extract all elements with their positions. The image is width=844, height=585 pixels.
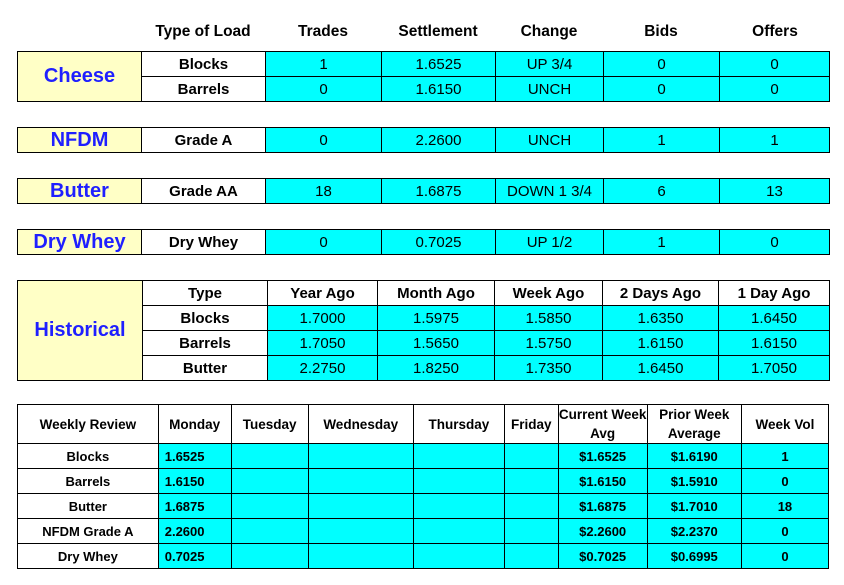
historical-title: Historical [18, 281, 143, 381]
historical-header-1-day-ago: 1 Day Ago [719, 281, 830, 306]
historical-cell: 1.7050 [268, 331, 378, 356]
dry-whey-trades: 0 [266, 230, 382, 255]
cheese-barrels-offers: 0 [720, 77, 830, 102]
weekly-cell-friday [504, 444, 558, 469]
weekly-cell-friday [504, 519, 558, 544]
weekly-row-label: Dry Whey [18, 544, 159, 569]
nfdm-change: UNCH [496, 128, 604, 153]
weekly-cell-prior-avg: $1.7010 [647, 494, 741, 519]
weekly-cell-friday [504, 469, 558, 494]
weekly-cell-monday: 2.2600 [158, 519, 231, 544]
weekly-cell-thursday [413, 519, 504, 544]
weekly-cell-monday: 1.6150 [158, 469, 231, 494]
weekly-cell-current-avg: $0.7025 [558, 544, 647, 569]
historical-row-label: Barrels [143, 331, 268, 356]
weekly-cell-current-avg: $1.6150 [558, 469, 647, 494]
dry-whey-change: UP 1/2 [496, 230, 604, 255]
weekly-cell-prior-avg: $1.5910 [647, 469, 741, 494]
nfdm-title: NFDM [18, 128, 142, 153]
weekly-cell-tuesday [231, 494, 308, 519]
cheese-barrels-change: UNCH [496, 77, 604, 102]
historical-cell: 1.8250 [378, 356, 495, 381]
weekly-header-friday: Friday [504, 405, 558, 444]
weekly-cell-prior-avg: $0.6995 [647, 544, 741, 569]
weekly-header-review: Weekly Review [18, 405, 159, 444]
historical-cell: 1.6450 [719, 306, 830, 331]
weekly-cell-tuesday [231, 519, 308, 544]
historical-cell: 1.5850 [495, 306, 603, 331]
nfdm-grade-label: Grade A [142, 128, 266, 153]
dry-whey-bids: 1 [604, 230, 720, 255]
historical-cell: 1.6350 [603, 306, 719, 331]
cheese-blocks-trades: 1 [266, 52, 382, 77]
historical-header-month-ago: Month Ago [378, 281, 495, 306]
weekly-cell-week-vol: 0 [741, 544, 828, 569]
cheese-barrels-trades: 0 [266, 77, 382, 102]
weekly-cell-thursday [413, 469, 504, 494]
weekly-header-monday: Monday [158, 405, 231, 444]
header-offers: Offers [752, 23, 798, 40]
weekly-header-prior-avg: Prior Week Average [647, 405, 741, 444]
dry-whey-title: Dry Whey [18, 230, 142, 255]
weekly-cell-week-vol: 1 [741, 444, 828, 469]
weekly-cell-tuesday [231, 544, 308, 569]
historical-row-label: Butter [143, 356, 268, 381]
weekly-cell-thursday [413, 444, 504, 469]
dry-whey-table [17, 229, 830, 255]
butter-settlement: 1.6875 [382, 179, 496, 204]
historical-cell: 1.7350 [495, 356, 603, 381]
weekly-cell-tuesday [231, 469, 308, 494]
historical-row-label: Blocks [143, 306, 268, 331]
header-type-of-load: Type of Load [155, 23, 251, 40]
weekly-cell-prior-avg: $2.2370 [647, 519, 741, 544]
weekly-cell-current-avg: $2.2600 [558, 519, 647, 544]
cheese-blocks-settlement: 1.6525 [382, 52, 496, 77]
weekly-cell-monday: 0.7025 [158, 544, 231, 569]
historical-cell: 1.5975 [378, 306, 495, 331]
cheese-barrels-bids: 0 [604, 77, 720, 102]
dry-whey-offers: 0 [720, 230, 830, 255]
butter-title: Butter [18, 179, 142, 204]
butter-bids: 6 [604, 179, 720, 204]
nfdm-bids: 1 [604, 128, 720, 153]
weekly-cell-current-avg: $1.6525 [558, 444, 647, 469]
butter-offers: 13 [720, 179, 830, 204]
weekly-cell-wednesday [308, 544, 413, 569]
weekly-cell-prior-avg: $1.6190 [647, 444, 741, 469]
weekly-row-label: Blocks [18, 444, 159, 469]
weekly-cell-thursday [413, 494, 504, 519]
cheese-barrels-settlement: 1.6150 [382, 77, 496, 102]
weekly-header-current-avg: Current Week Avg [558, 405, 647, 444]
cheese-blocks-offers: 0 [720, 52, 830, 77]
header-bids: Bids [644, 23, 678, 40]
weekly-cell-week-vol: 18 [741, 494, 828, 519]
cheese-blocks-change: UP 3/4 [496, 52, 604, 77]
historical-header-week-ago: Week Ago [495, 281, 603, 306]
weekly-cell-current-avg: $1.6875 [558, 494, 647, 519]
historical-cell: 1.6150 [719, 331, 830, 356]
weekly-cell-week-vol: 0 [741, 469, 828, 494]
historical-table [17, 280, 830, 381]
historical-cell: 1.7050 [719, 356, 830, 381]
historical-cell: 1.6150 [603, 331, 719, 356]
weekly-header-tuesday: Tuesday [231, 405, 308, 444]
weekly-cell-friday [504, 494, 558, 519]
cheese-barrels-label: Barrels [142, 77, 266, 102]
header-change: Change [520, 23, 578, 40]
header-trades: Trades [298, 23, 348, 40]
weekly-row-label: Butter [18, 494, 159, 519]
historical-header-type: Type [143, 281, 268, 306]
historical-header-year-ago: Year Ago [268, 281, 378, 306]
historical-cell: 1.5650 [378, 331, 495, 356]
cheese-title: Cheese [18, 52, 142, 102]
historical-cell: 1.7000 [268, 306, 378, 331]
header-settlement: Settlement [398, 23, 478, 40]
historical-cell: 1.6450 [603, 356, 719, 381]
weekly-cell-monday: 1.6525 [158, 444, 231, 469]
dry-whey-label: Dry Whey [142, 230, 266, 255]
weekly-row-label: NFDM Grade A [18, 519, 159, 544]
market-header [141, 23, 831, 43]
dry-whey-settlement: 0.7025 [382, 230, 496, 255]
weekly-header-wednesday: Wednesday [308, 405, 413, 444]
cheese-blocks-label: Blocks [142, 52, 266, 77]
weekly-cell-monday: 1.6875 [158, 494, 231, 519]
weekly-cell-wednesday [308, 494, 413, 519]
weekly-cell-wednesday [308, 519, 413, 544]
weekly-cell-thursday [413, 544, 504, 569]
butter-change: DOWN 1 3/4 [496, 179, 604, 204]
nfdm-table [17, 127, 830, 153]
butter-table [17, 178, 830, 204]
weekly-cell-wednesday [308, 469, 413, 494]
historical-cell: 2.2750 [268, 356, 378, 381]
weekly-cell-tuesday [231, 444, 308, 469]
historical-cell: 1.5750 [495, 331, 603, 356]
weekly-row-label: Barrels [18, 469, 159, 494]
nfdm-offers: 1 [720, 128, 830, 153]
nfdm-trades: 0 [266, 128, 382, 153]
weekly-cell-week-vol: 0 [741, 519, 828, 544]
weekly-cell-wednesday [308, 444, 413, 469]
cheese-table [17, 51, 830, 102]
weekly-header-week-vol: Week Vol [741, 405, 828, 444]
nfdm-settlement: 2.2600 [382, 128, 496, 153]
weekly-review-table [17, 404, 829, 569]
weekly-header-thursday: Thursday [413, 405, 504, 444]
weekly-cell-friday [504, 544, 558, 569]
cheese-blocks-bids: 0 [604, 52, 720, 77]
butter-trades: 18 [266, 179, 382, 204]
butter-grade-label: Grade AA [142, 179, 266, 204]
historical-header-2-days-ago: 2 Days Ago [603, 281, 719, 306]
